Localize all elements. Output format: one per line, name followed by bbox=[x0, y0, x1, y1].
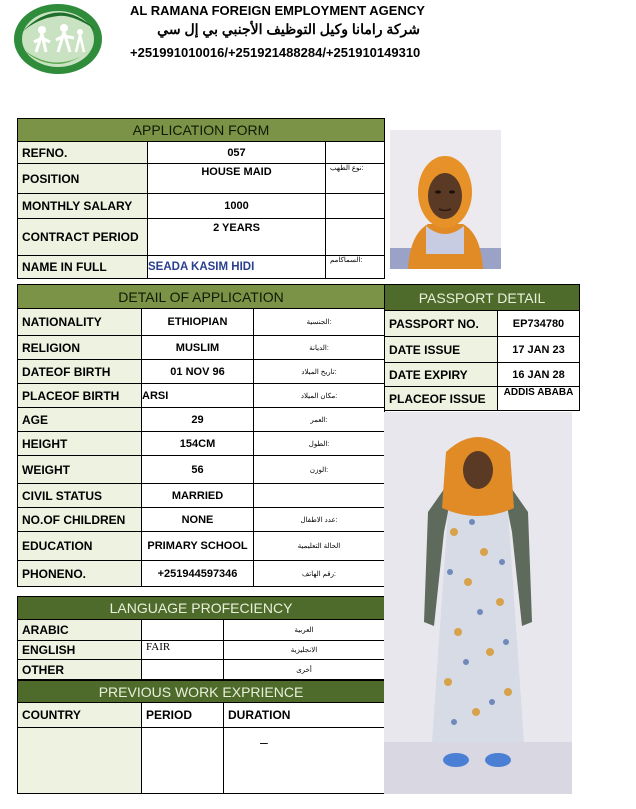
date-expiry-label: DATE EXPIRY bbox=[385, 363, 498, 387]
age-ar: العمر: bbox=[254, 408, 385, 432]
application-form-table bbox=[17, 118, 385, 279]
english-label: ENGLISH bbox=[18, 641, 142, 660]
work-country-cell bbox=[18, 728, 142, 794]
pob-value: ARSI bbox=[142, 384, 254, 408]
other-ar: أخرى bbox=[224, 660, 385, 680]
phone-ar: رقم الهاتف: bbox=[254, 561, 385, 587]
dob-ar: تاريخ الميلاد: bbox=[254, 360, 385, 384]
weight-value: 56 bbox=[142, 456, 254, 484]
religion-value: MUSLIM bbox=[142, 336, 254, 360]
contract-label: CONTRACT PERIOD bbox=[18, 219, 148, 256]
pob-ar: مكان الميلاد: bbox=[254, 384, 385, 408]
nationality-value: ETHIOPIAN bbox=[142, 309, 254, 336]
pob-label: PLACEOF BIRTH bbox=[18, 384, 142, 408]
education-value: PRIMARY SCHOOL bbox=[142, 532, 254, 561]
weight-label: WEIGHT bbox=[18, 456, 142, 484]
dob-value: 01 NOV 96 bbox=[142, 360, 254, 384]
detail-title: DETAIL OF APPLICATION bbox=[18, 285, 385, 309]
salary-ar bbox=[326, 194, 385, 219]
education-label: EDUCATION bbox=[18, 532, 142, 561]
height-value: 154CM bbox=[142, 432, 254, 456]
application-form-title: APPLICATION FORM bbox=[18, 119, 385, 142]
age-value: 29 bbox=[142, 408, 254, 432]
agency-name-ar: شركة رامانا وكيل التوظيف الأجنبي بي إل سي bbox=[157, 21, 420, 37]
salary-label: MONTHLY SALARY bbox=[18, 194, 148, 219]
name-value: SEADA KASIM HIDI bbox=[148, 256, 326, 279]
education-ar: الحالة التعليمية bbox=[254, 532, 385, 561]
work-table bbox=[17, 680, 385, 794]
religion-label: RELIGION bbox=[18, 336, 142, 360]
passport-table bbox=[384, 284, 580, 411]
passport-title: PASSPORT DETAIL bbox=[385, 285, 580, 311]
work-title: PREVIOUS WORK EXPRIENCE bbox=[18, 681, 385, 703]
work-period-cell bbox=[142, 728, 224, 794]
passport-no-value: EP734780 bbox=[498, 311, 580, 337]
children-ar: عدد الاطفال: bbox=[254, 508, 385, 532]
date-issue-label: DATE ISSUE bbox=[385, 337, 498, 363]
work-duration-cell: – bbox=[224, 728, 385, 794]
children-label: NO.OF CHILDREN bbox=[18, 508, 142, 532]
agency-logo bbox=[12, 2, 104, 76]
arabic-value bbox=[142, 620, 224, 641]
height-label: HEIGHT bbox=[18, 432, 142, 456]
civil-status-ar bbox=[254, 484, 385, 508]
phone-value: +251944597346 bbox=[142, 561, 254, 587]
contract-value: 2 YEARS bbox=[148, 219, 326, 256]
other-label: OTHER bbox=[18, 660, 142, 680]
civil-status-label: CIVIL STATUS bbox=[18, 484, 142, 508]
nationality-ar: الجنسية: bbox=[254, 309, 385, 336]
refno-label: REFNO. bbox=[18, 142, 148, 164]
civil-status-value: MARRIED bbox=[142, 484, 254, 508]
date-expiry-value: 16 JAN 28 bbox=[498, 363, 580, 387]
salary-value: 1000 bbox=[148, 194, 326, 219]
refno-value: 057 bbox=[148, 142, 326, 164]
position-label: POSITION bbox=[18, 164, 148, 194]
contract-ar bbox=[326, 219, 385, 256]
detail-table bbox=[17, 284, 385, 587]
arabic-ar: العربية bbox=[224, 620, 385, 641]
duration-header: DURATION bbox=[224, 703, 385, 728]
height-ar: الطول: bbox=[254, 432, 385, 456]
place-issue-value: ADDIS ABABA bbox=[498, 387, 580, 411]
english-ar: الانجليزية bbox=[224, 641, 385, 660]
religion-ar: الديانة: bbox=[254, 336, 385, 360]
date-issue-value: 17 JAN 23 bbox=[498, 337, 580, 363]
name-label: NAME IN FULL bbox=[18, 256, 148, 279]
children-value: NONE bbox=[142, 508, 254, 532]
dob-label: DATEOF BIRTH bbox=[18, 360, 142, 384]
place-issue-label: PLACEOF ISSUE bbox=[385, 387, 498, 411]
passport-no-label: PASSPORT NO. bbox=[385, 311, 498, 337]
age-label: AGE bbox=[18, 408, 142, 432]
position-value: HOUSE MAID bbox=[148, 164, 326, 194]
arabic-label: ARABIC bbox=[18, 620, 142, 641]
agency-name-en: AL RAMANA FOREIGN EMPLOYMENT AGENCY bbox=[130, 3, 425, 18]
country-header: COUNTRY bbox=[18, 703, 142, 728]
language-table bbox=[17, 596, 385, 680]
position-ar: نوع الطهب: bbox=[326, 164, 385, 194]
weight-ar: الوزن: bbox=[254, 456, 385, 484]
period-header: PERIOD bbox=[142, 703, 224, 728]
portrait-photo bbox=[390, 130, 501, 269]
language-title: LANGUAGE PROFECIENCY bbox=[18, 597, 385, 620]
full-body-photo bbox=[384, 412, 572, 794]
agency-phones: +251991010016/+251921488284/+251910149310 bbox=[130, 45, 421, 60]
nationality-label: NATIONALITY bbox=[18, 309, 142, 336]
refno-ar bbox=[326, 142, 385, 164]
other-value bbox=[142, 660, 224, 680]
phone-label: PHONENO. bbox=[18, 561, 142, 587]
name-ar: السماكامم: bbox=[326, 256, 385, 279]
english-value: FAIR bbox=[142, 641, 224, 660]
